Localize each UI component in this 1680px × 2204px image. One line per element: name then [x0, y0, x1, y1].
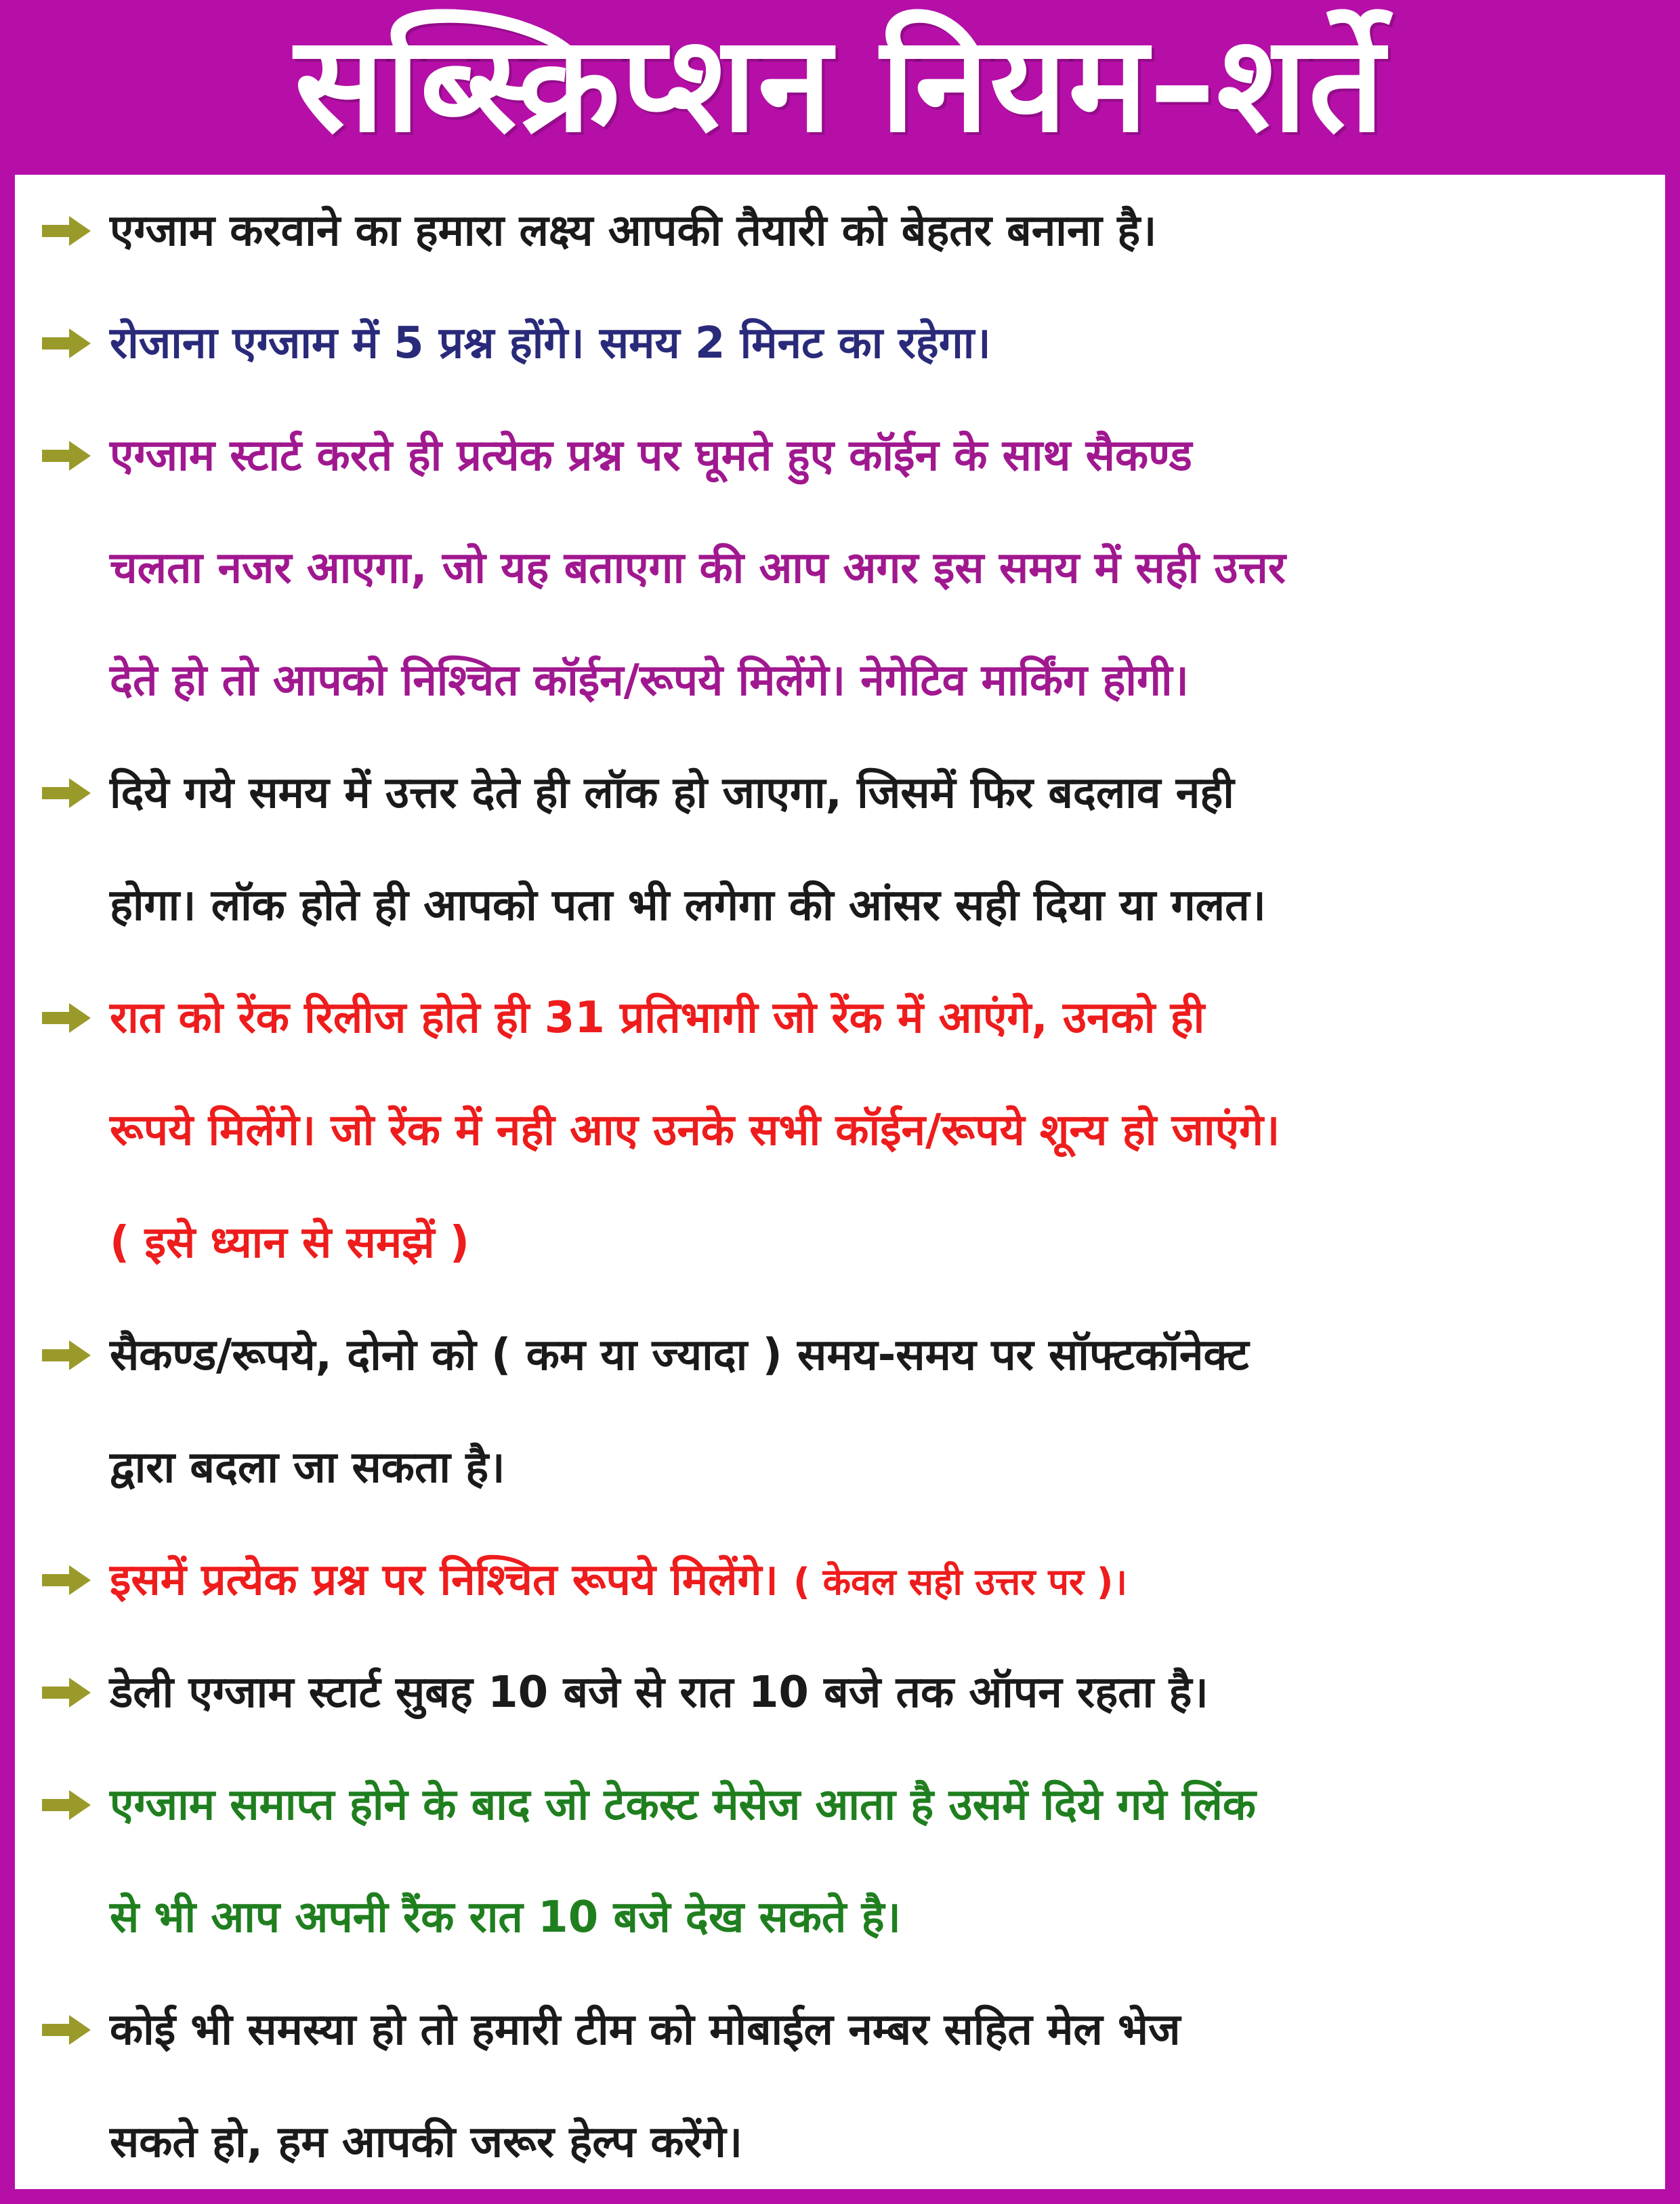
rule-item [42, 737, 1661, 962]
header-banner [0, 0, 1680, 169]
arrow-right-icon [42, 1565, 91, 1595]
rule-text: रूपये मिलेंगे। जो रेंक में नही आए उनके सभी कॉईन/रूपये शून्य हो जाएंगे। [110, 1105, 1280, 1156]
rule-text-line [110, 1412, 1661, 1524]
rule-text: द्वारा बदला जा सकता है। [110, 1443, 505, 1493]
rule-text-line [110, 1749, 1661, 1861]
rule-text: एग्जाम स्टार्ट करते ही प्रत्येक प्रश्न पर घूमते हुए कॉईन के साथ सैकण्ड [110, 431, 1192, 481]
arrow-right-icon [42, 1790, 91, 1820]
rule-text: डेली एग्जाम स्टार्ट सुबह 10 बजे से रात 10 बजे तक ऑपन रहता है। [110, 1668, 1209, 1718]
rule-text-line [110, 962, 1661, 1074]
rule-text: रात को रेंक रिलीज होते ही 31 प्रतिभागी जो रेंक में आएंगे, उनको ही [110, 993, 1205, 1043]
rule-item [42, 175, 1661, 287]
rule-text-line [110, 1187, 1661, 1299]
rule-text-line [110, 624, 1661, 737]
rule-text-line [110, 737, 1661, 849]
arrow-right-icon [42, 2015, 91, 2045]
rule-text: एग्जाम समाप्त होने के बाद जो टेकस्ट मेसेज आता है उसमें दिये गये लिंक [110, 1780, 1256, 1830]
rule-text-line [110, 1074, 1661, 1187]
rule-text-line [110, 287, 1661, 400]
arrow-right-icon [42, 329, 91, 358]
rule-text: इसमें प्रत्येक प्रश्न पर निश्चित रूपये मिलेंगे। [110, 1555, 778, 1605]
rule-text-line [110, 512, 1661, 624]
rules-panel [15, 175, 1665, 2189]
rule-text-line [110, 1974, 1661, 2086]
rule-text-line [110, 400, 1661, 512]
rule-text: दिये गये समय में उत्तर देते ही लॉक हो जाएगा, जिसमें फिर बदलाव नही [110, 768, 1234, 818]
rule-text-line [110, 2086, 1661, 2199]
rule-item [42, 962, 1661, 1299]
rule-text: कोई भी समस्या हो तो हमारी टीम को मोबाईल नम्बर सहित मेल भेज [110, 2005, 1181, 2055]
arrow-right-icon [42, 441, 91, 471]
rule-item [42, 1524, 1661, 1636]
rule-text-line [110, 849, 1661, 962]
rule-item [42, 1749, 1661, 1974]
rule-text: होगा। लॉक होते ही आपको पता भी लगेगा की आंसर सही दिया या गलत। [110, 881, 1266, 931]
rule-text: से भी आप अपनी रैंक रात 10 बजे देख सकते है। [110, 1892, 901, 1943]
rule-text: एग्जाम करवाने का हमारा लक्ष्य आपकी तैयारी को बेहतर बनाना है। [110, 206, 1157, 256]
rule-text: सकते हो, हम आपकी जरूर हेल्प करेंगे। [110, 2117, 742, 2167]
rule-text-line [110, 175, 1661, 287]
rule-item [42, 1974, 1661, 2199]
rule-text: चलता नजर आएगा, जो यह बताएगा की आप अगर इस समय में सही उत्तर [110, 543, 1286, 593]
rule-item [42, 400, 1661, 737]
arrow-right-icon [42, 1340, 91, 1370]
rules-list [42, 175, 1661, 2199]
rule-text: देते हो तो आपको निश्चित कॉईन/रूपये मिलेंगे। नेगेटिव मार्किंग होगी। [110, 656, 1189, 706]
arrow-right-icon [42, 216, 91, 246]
rule-text: ( इसे ध्यान से समझें ) [110, 1218, 470, 1268]
rule-text-line [110, 1861, 1661, 1974]
rule-text-line [110, 1636, 1661, 1749]
rule-text: रोजाना एग्जाम में 5 प्रश्न होंगे। समय 2 मिनट का रहेगा। [110, 318, 991, 368]
arrow-right-icon [42, 1003, 91, 1033]
rule-note: ( केवल सही उत्तर पर )। [793, 1561, 1127, 1603]
rule-item [42, 1299, 1661, 1524]
rule-text: सैकण्ड/रूपये, दोनो को ( कम या ज्यादा ) समय-समय पर सॉफ्टकॉनेक्ट [110, 1330, 1249, 1380]
arrow-right-icon [42, 778, 91, 808]
rule-text-line [110, 1299, 1661, 1412]
rule-item [42, 1636, 1661, 1749]
rule-text-line [110, 1524, 1661, 1636]
arrow-right-icon [42, 1678, 91, 1708]
page-title: सब्स्क्रिप्शन नियम–शर्ते [294, 7, 1386, 162]
rule-item [42, 287, 1661, 400]
